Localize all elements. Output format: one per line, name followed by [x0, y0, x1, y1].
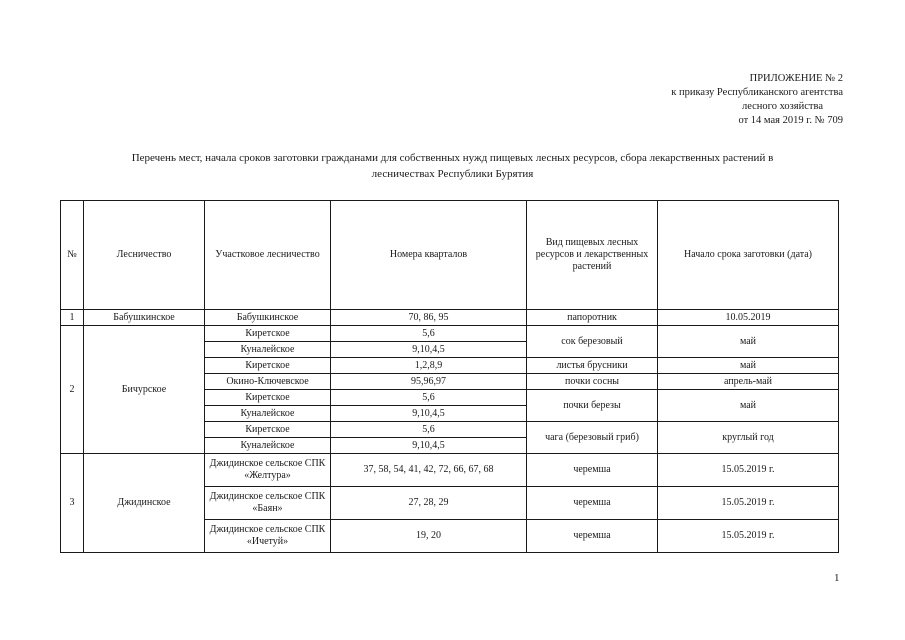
- order-date-line: от 14 мая 2019 г. № 709: [738, 115, 843, 126]
- district-cell: Киретское: [205, 390, 331, 406]
- district-cell: Куналейское: [205, 342, 331, 358]
- quarters-cell: 1,2,8,9: [331, 358, 527, 374]
- start-date-cell: апрель-май: [658, 374, 839, 390]
- order-line: к приказу Республиканского агентства: [671, 87, 843, 98]
- quarters-cell: 70, 86, 95: [331, 310, 527, 326]
- resource-cell: чага (березовый гриб): [527, 422, 658, 454]
- start-date-cell: май: [658, 358, 839, 374]
- forestry-cell: Бичурское: [84, 326, 205, 454]
- resource-cell: черемша: [527, 487, 658, 520]
- header-start-date: Начало срока заготовки (дата): [658, 201, 839, 310]
- quarters-cell: 37, 58, 54, 41, 42, 72, 66, 67, 68: [331, 454, 527, 487]
- table-header-row: [61, 201, 839, 310]
- start-date-cell: 10.05.2019: [658, 310, 839, 326]
- quarters-cell: 9,10,4,5: [331, 342, 527, 358]
- document-title-line-2: лесничествах Республики Бурятия: [371, 168, 534, 180]
- table-row: [61, 310, 839, 326]
- resource-cell: черемша: [527, 454, 658, 487]
- district-cell: Джидинское сельское СПК «Ичетуй»: [205, 520, 331, 553]
- quarters-cell: 5,6: [331, 390, 527, 406]
- district-cell: Бабушкинское: [205, 310, 331, 326]
- district-cell: Джидинское сельское СПК «Желтура»: [205, 454, 331, 487]
- quarters-cell: 19, 20: [331, 520, 527, 553]
- appendix-label: ПРИЛОЖЕНИЕ № 2: [749, 73, 843, 84]
- district-cell: Куналейское: [205, 406, 331, 422]
- district-cell: Окино-Ключевское: [205, 374, 331, 390]
- resource-cell: листья брусники: [527, 358, 658, 374]
- document-title: [40, 150, 865, 182]
- resource-cell: черемша: [527, 520, 658, 553]
- approval-header: [600, 72, 843, 128]
- header-number: №: [61, 201, 84, 310]
- header-quarter-numbers: Номера кварталов: [331, 201, 527, 310]
- quarters-cell: 27, 28, 29: [331, 487, 527, 520]
- district-cell: Киретское: [205, 326, 331, 342]
- row-number: 3: [61, 454, 84, 553]
- header-resource-type: Вид пищевых лесных ресурсов и лекарственных растений: [527, 201, 658, 310]
- document-title-line-1: Перечень мест, начала сроков заготовки гражданами для собственных нужд пищевых лесных ресурсов, сбора лекарственных растений в: [131, 152, 774, 164]
- resource-cell: почки сосны: [527, 374, 658, 390]
- start-date-cell: круглый год: [658, 422, 839, 454]
- forestry-cell: Бабушкинское: [84, 310, 205, 326]
- resource-cell: папоротник: [527, 310, 658, 326]
- district-cell: Джидинское сельское СПК «Баян»: [205, 487, 331, 520]
- department-line: лесного хозяйства: [741, 101, 823, 112]
- start-date-cell: 15.05.2019 г.: [658, 454, 839, 487]
- district-cell: Куналейское: [205, 438, 331, 454]
- start-date-cell: май: [658, 326, 839, 358]
- district-cell: Киретское: [205, 422, 331, 438]
- resource-cell: сок березовый: [527, 326, 658, 358]
- table-row: [61, 454, 839, 487]
- header-forestry: Лесничество: [84, 201, 205, 310]
- quarters-cell: 9,10,4,5: [331, 406, 527, 422]
- quarters-cell: 5,6: [331, 326, 527, 342]
- district-cell: Киретское: [205, 358, 331, 374]
- harvest-places-table: [60, 200, 839, 553]
- forestry-cell: Джидинское: [84, 454, 205, 553]
- resource-cell: почки березы: [527, 390, 658, 422]
- start-date-cell: май: [658, 390, 839, 422]
- row-number: 1: [61, 310, 84, 326]
- quarters-cell: 5,6: [331, 422, 527, 438]
- header-district-forestry: Участковое лесничество: [205, 201, 331, 310]
- quarters-cell: 95,96,97: [331, 374, 527, 390]
- row-number: 2: [61, 326, 84, 454]
- table-row: [61, 326, 839, 342]
- start-date-cell: 15.05.2019 г.: [658, 520, 839, 553]
- quarters-cell: 9,10,4,5: [331, 438, 527, 454]
- start-date-cell: 15.05.2019 г.: [658, 487, 839, 520]
- page-number: 1: [834, 572, 840, 584]
